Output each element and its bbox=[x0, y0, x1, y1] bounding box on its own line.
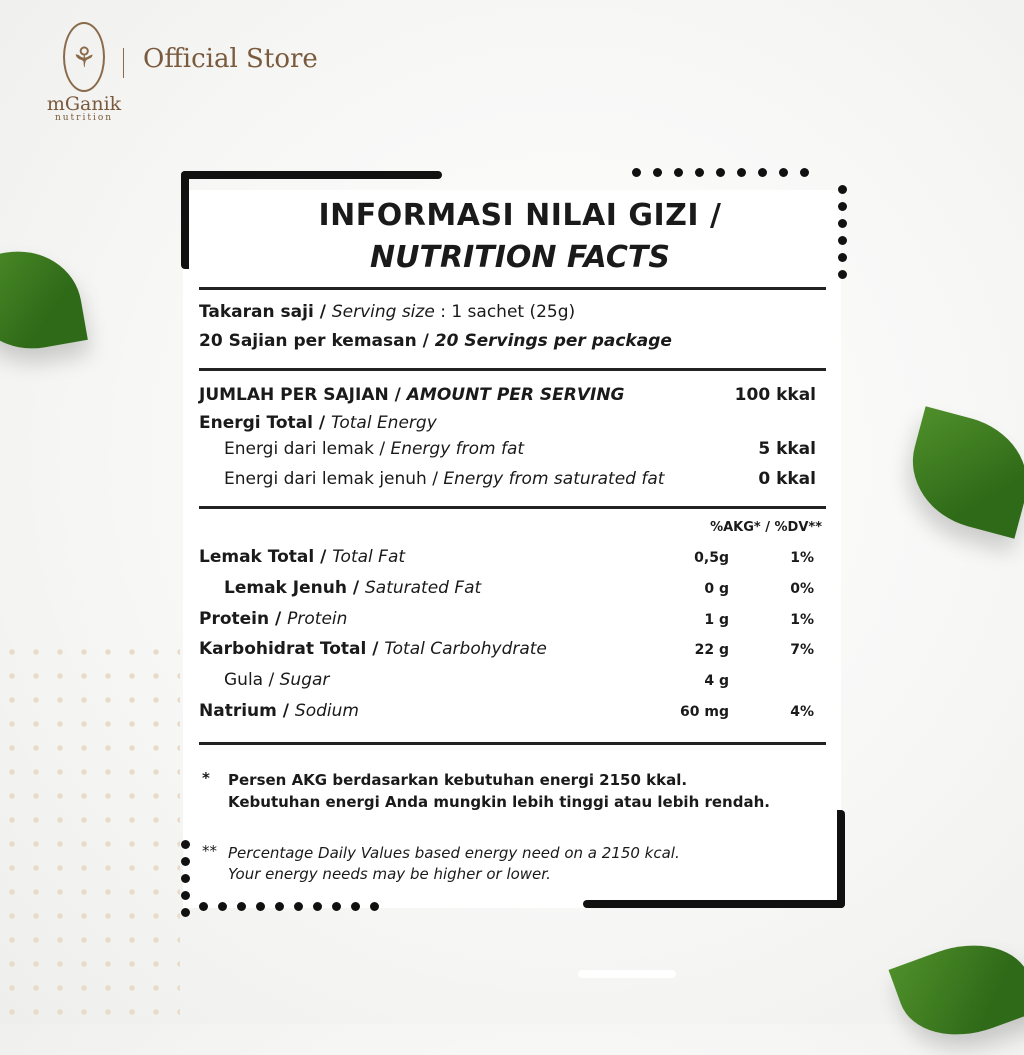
footnote-1-marker: * bbox=[202, 769, 210, 787]
brand-logo bbox=[44, 22, 124, 123]
nutrient-dv: 1% bbox=[790, 550, 814, 566]
nutrient-row-sodium bbox=[199, 701, 359, 721]
nutrient-name-en: Saturated Fat bbox=[364, 578, 482, 598]
energy-from-fat-value: 5 kkal bbox=[758, 439, 816, 459]
frame-corner-bottom-right bbox=[583, 900, 845, 908]
label-title-id: INFORMASI NILAI GIZI / bbox=[318, 198, 722, 233]
energy-from-fat-en: Energy from fat bbox=[390, 439, 525, 459]
energy-from-sat-fat-row bbox=[224, 469, 664, 489]
leaf-decoration-right bbox=[898, 406, 1024, 538]
serving-size-label-en: Serving size bbox=[331, 302, 435, 322]
servings-label-en: 20 Servings per package bbox=[434, 331, 672, 351]
total-energy-row bbox=[199, 413, 437, 433]
frame-dots-bottom bbox=[199, 902, 379, 911]
divider bbox=[199, 742, 826, 745]
serving-size-label-id: Takaran saji / bbox=[199, 302, 332, 322]
nutrient-amount: 60 mg bbox=[680, 704, 729, 720]
home-indicator bbox=[578, 970, 676, 978]
nutrient-amount: 4 g bbox=[704, 673, 729, 689]
energy-from-sat-fat-id: Energi dari lemak jenuh / bbox=[224, 469, 444, 489]
nutrient-amount: 0 g bbox=[704, 581, 729, 597]
nutrient-name-en: Total Fat bbox=[332, 547, 406, 567]
background-dot-pattern bbox=[0, 640, 180, 1020]
nutrient-amount: 22 g bbox=[694, 642, 729, 658]
leaf-decoration-left bbox=[0, 241, 88, 359]
total-energy-en: Total Energy bbox=[331, 413, 437, 433]
frame-corner-top-left-vertical bbox=[181, 171, 189, 269]
amount-header-en: AMOUNT PER SERVING bbox=[406, 385, 625, 405]
label-title-en: NUTRITION FACTS bbox=[370, 240, 670, 275]
emblem-icon: ⚘ bbox=[63, 22, 105, 92]
amount-header-value: 100 kkal bbox=[734, 385, 816, 405]
nutrient-name-id: Natrium / bbox=[199, 701, 295, 721]
nutrient-name-id: Gula / bbox=[224, 670, 280, 690]
energy-from-sat-fat-en: Energy from saturated fat bbox=[443, 469, 665, 489]
servings-label-id: 20 Sajian per kemasan / bbox=[199, 331, 435, 351]
nutrient-name-en: Protein bbox=[287, 609, 348, 629]
nutrient-row-total-fat bbox=[199, 547, 405, 567]
total-energy-id: Energi Total / bbox=[199, 413, 332, 433]
store-label: Official Store bbox=[143, 44, 318, 74]
amount-header-id: JUMLAH PER SAJIAN / bbox=[199, 385, 407, 405]
divider bbox=[199, 368, 826, 371]
brand-name: mGanik bbox=[46, 93, 122, 115]
nutrient-row-sugar bbox=[224, 670, 329, 690]
frame-dots-left bbox=[181, 840, 190, 917]
nutrients-column-header: %AKG* / %DV** bbox=[710, 520, 822, 535]
energy-from-fat-row bbox=[224, 439, 524, 459]
frame-corner-bottom-right-vertical bbox=[837, 810, 845, 908]
serving-size-row bbox=[199, 302, 575, 322]
header-divider bbox=[123, 48, 124, 78]
divider bbox=[199, 287, 826, 290]
nutrient-name-en: Total Carbohydrate bbox=[384, 639, 547, 659]
frame-dots-top bbox=[632, 168, 809, 177]
nutrient-amount: 1 g bbox=[704, 612, 729, 628]
amount-header bbox=[199, 385, 625, 405]
footnote-1-line-1: Persen AKG berdasarkan kebutuhan energi 2150 kkal. bbox=[228, 771, 688, 789]
serving-size-value: : 1 sachet (25g) bbox=[434, 302, 576, 322]
nutrient-name-id: Lemak Total / bbox=[199, 547, 333, 567]
nutrient-row-saturated-fat bbox=[224, 578, 481, 598]
nutrient-row-carbohydrate bbox=[199, 639, 547, 659]
footnote-1-line-2: Kebutuhan energi Anda mungkin lebih tinggi atau lebih rendah. bbox=[228, 793, 770, 811]
nutrient-name-id: Lemak Jenuh / bbox=[224, 578, 365, 598]
nutrient-name-en: Sodium bbox=[294, 701, 359, 721]
nutrient-dv: 1% bbox=[790, 612, 814, 628]
leaf-decoration-bottom-right bbox=[889, 925, 1024, 1054]
nutrient-dv: 4% bbox=[790, 704, 814, 720]
footnote-2-line-1: Percentage Daily Values based energy need on a 2150 kcal. bbox=[228, 844, 680, 862]
nutrient-name-id: Karbohidrat Total / bbox=[199, 639, 385, 659]
divider bbox=[199, 506, 826, 509]
footnote-2-marker: ** bbox=[202, 842, 217, 860]
nutrient-dv: 7% bbox=[790, 642, 814, 658]
footnote-2-line-2: Your energy needs may be higher or lower. bbox=[228, 865, 551, 883]
nutrient-dv: 0% bbox=[790, 581, 814, 597]
nutrient-name-en: Sugar bbox=[279, 670, 330, 690]
frame-corner-top-left bbox=[181, 171, 442, 179]
nutrient-row-protein bbox=[199, 609, 347, 629]
energy-from-fat-id: Energi dari lemak / bbox=[224, 439, 391, 459]
nutrient-name-id: Protein / bbox=[199, 609, 288, 629]
servings-per-package-row bbox=[199, 331, 672, 351]
brand-subtitle: nutrition bbox=[54, 113, 114, 123]
energy-from-sat-fat-value: 0 kkal bbox=[758, 469, 816, 489]
nutrient-amount: 0,5g bbox=[694, 550, 729, 566]
